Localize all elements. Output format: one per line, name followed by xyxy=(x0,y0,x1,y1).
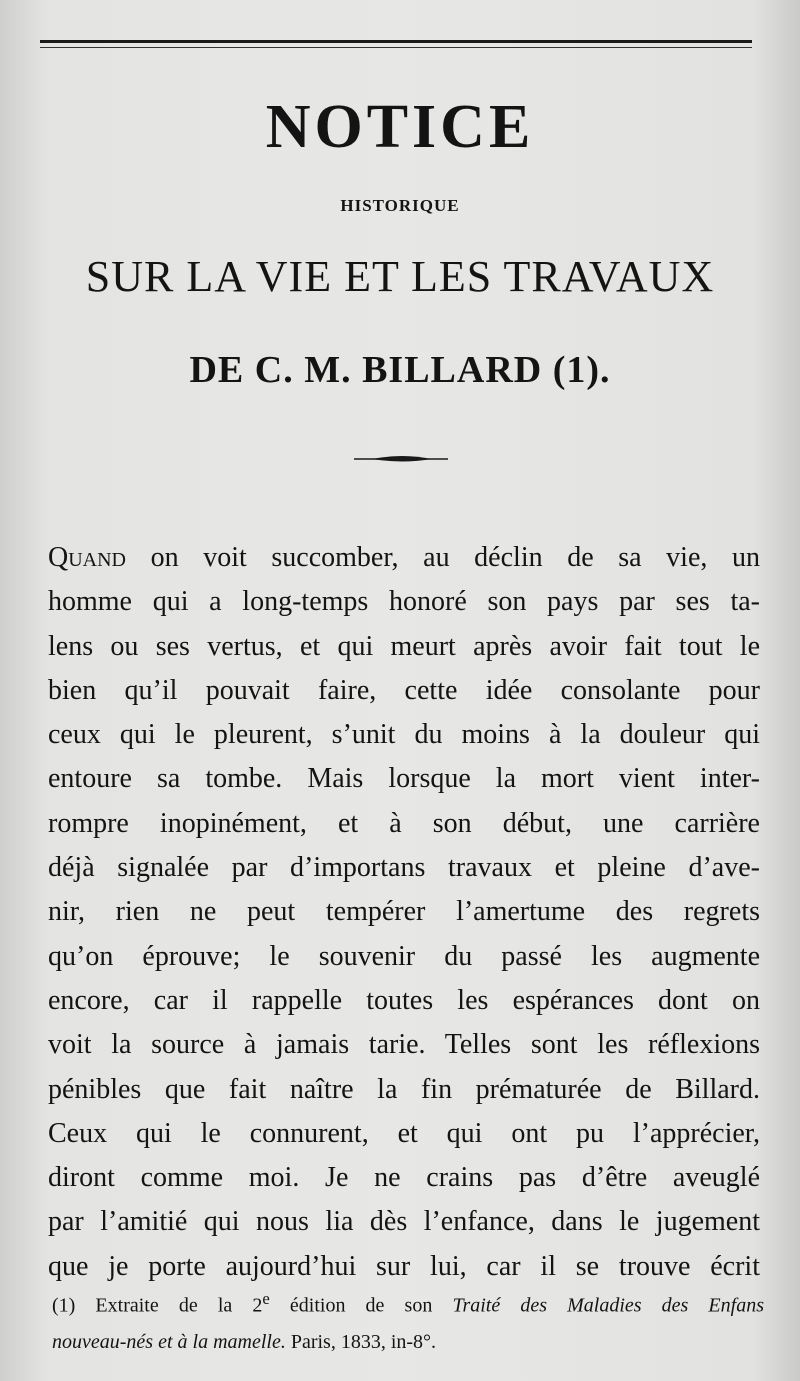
body-line: pénibles que fait naître la fin prématurée de Billard. xyxy=(48,1073,760,1105)
body-line: Quand on voit succomber, au déclin de sa vie, un xyxy=(48,542,760,573)
body-line: par l’amitié qui nous lia dès l’enfance, dans le jugement xyxy=(48,1206,760,1238)
body-line: encore, car il rappelle toutes les espérances dont on xyxy=(48,984,760,1016)
footnote-line-2: nouveau-nés et à la mamelle. Paris, 1833, in-8°. xyxy=(52,1330,437,1353)
body-line: entoure sa tombe. Mais lorsque la mort vient inter- xyxy=(48,763,760,795)
body-line: que je porte aujourd’hui sur lui, car il se trouve écrit xyxy=(48,1250,760,1282)
body-line: lens ou ses vertus, et qui meurt après avoir fait tout le xyxy=(48,630,760,662)
body-line: voit la source à jamais tarie. Telles sont les réflexions xyxy=(48,1029,760,1061)
body-line: bien qu’il pouvait faire, cette idée consolante pour xyxy=(48,674,760,706)
subtitle-author-name: DE C. M. BILLARD (1). xyxy=(189,349,611,391)
body-text xyxy=(48,536,760,1289)
subtitle-historique: HISTORIQUE xyxy=(340,196,460,215)
body-line: nir, rien ne peut tempérer l’amertume des regrets xyxy=(48,896,760,928)
page-title: NOTICE xyxy=(265,93,535,161)
footnote-line-1: (1) Extraite de la 2e édition de son Traité des Maladies des Enfans xyxy=(52,1289,764,1317)
body-line: rompre inopinément, et à son début, une carrière xyxy=(48,807,760,839)
ornament-divider xyxy=(352,452,452,466)
body-line: homme qui a long-temps honoré son pays par ses ta- xyxy=(48,586,760,618)
drop-word: Quand xyxy=(48,542,126,573)
top-double-rule xyxy=(40,40,752,43)
body-line: Ceux qui le connurent, et qui ont pu l’apprécier, xyxy=(48,1117,760,1149)
body-line: diront comme moi. Je ne crains pas d’être aveuglé xyxy=(48,1162,760,1194)
subtitle-vie-travaux: SUR LA VIE ET LES TRAVAUX xyxy=(85,252,715,301)
body-line: qu’on éprouve; le souvenir du passé les augmente xyxy=(48,940,760,972)
body-line: déjà signalée par d’importans travaux et pleine d’ave- xyxy=(48,852,760,884)
body-line: ceux qui le pleurent, s’unit du moins à la douleur qui xyxy=(48,719,760,751)
footnote xyxy=(52,1281,764,1360)
